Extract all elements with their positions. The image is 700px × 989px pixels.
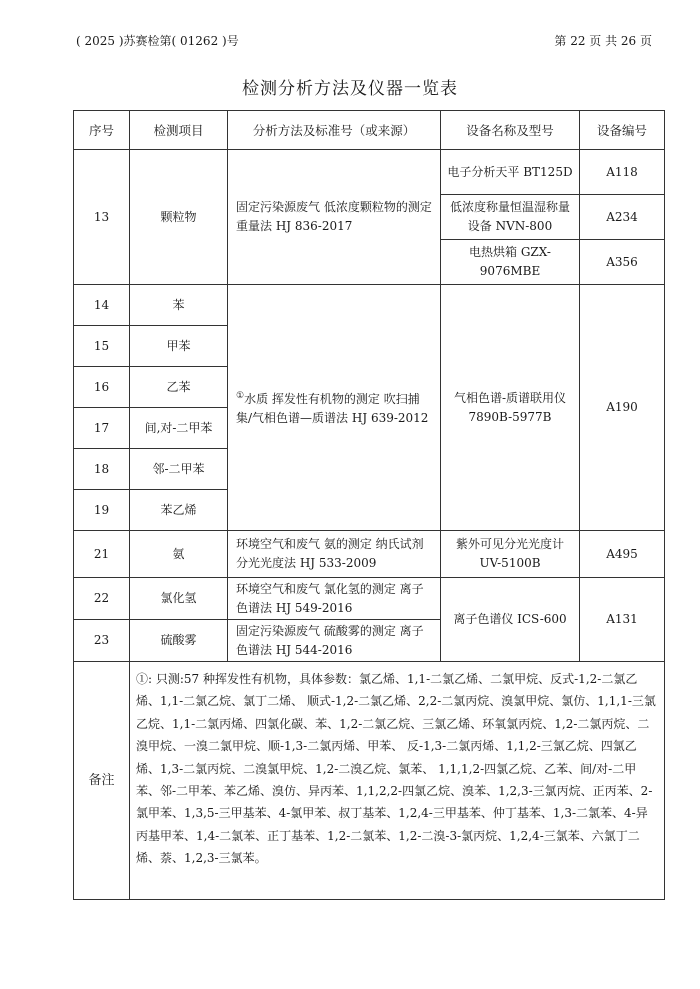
device-id: A190 (580, 285, 665, 531)
row-item: 氨 (130, 531, 228, 578)
remarks-label: 备注 (74, 662, 130, 900)
col-header-item: 检测项目 (130, 111, 228, 150)
row-method: 环境空气和废气 氯化氢的测定 离子色谱法 HJ 549-2016 (228, 578, 441, 620)
footnote-mark: ① (236, 391, 245, 401)
row-item: 乙苯 (130, 367, 228, 408)
remarks-text: ①: 只测:57 种挥发性有机物，具体参数：氯乙烯、1,1-二氯乙烯、二氯甲烷、反式-1,2-二氯乙烯、1,1-二氯乙烷、氯丁二烯、 顺式-1,2-二氯乙烯、2,2-二氯丙烷、溴氯甲烷、氯仿、1,1,1-三氯乙烷、1,1-二氯丙烯、四氯化碳、苯、1,2-二氯乙烷、三氯乙烯、环氧氯丙烷、1,2-二氯丙烷、二溴甲烷、一溴二氯甲烷、顺-1,3-二氯丙烯、甲苯、 反-1,3-二氯丙烯、1,1,2-三氯乙烷、四氯乙烯、1,3-二氯丙烷、二溴氯甲烷、1,2-二溴乙烷、氯苯、 1,1,1,2-四氯乙烷、乙苯、间/对-二甲苯、邻-二甲苯、苯乙烯、溴仿、异丙苯、1,1,2,2-四氯乙烷、溴苯、1,2,3-三氯丙烷、正丙苯、2-氯甲苯、1,3,5-三甲基苯、4-氯甲苯、叔丁基苯、1,2,4-三甲基苯、仲丁基苯、1,3-二氯苯、4-异丙基甲苯、1,4-二氯苯、正丁基苯、1,2-二氯苯、1,2-二溴-3-氯丙烷、1,2,4-三氯苯、六氯丁二烯、萘、1,2,3-三氯苯。 (130, 662, 665, 900)
row-item: 苯乙烯 (130, 490, 228, 531)
row-method: 固定污染源废气 低浓度颗粒物的测定 重量法 HJ 836-2017 (228, 150, 441, 285)
device-id: A234 (580, 195, 665, 240)
row-item: 间,对-二甲苯 (130, 408, 228, 449)
row-item: 苯 (130, 285, 228, 326)
method-text: 水质 挥发性有机物的测定 吹扫捕集/气相色谱—质谱法 HJ 639-2012 (236, 392, 429, 425)
device-name: 紫外可见分光光度计 UV-5100B (441, 531, 580, 578)
row-item: 颗粒物 (130, 150, 228, 285)
device-name: 电子分析天平 BT125D (441, 150, 580, 195)
row-no: 21 (74, 531, 130, 578)
table-row (74, 285, 665, 326)
row-no: 23 (74, 620, 130, 662)
row-no: 19 (74, 490, 130, 531)
device-id: A495 (580, 531, 665, 578)
table-row (74, 531, 665, 578)
device-id: A356 (580, 240, 665, 285)
row-method (228, 285, 441, 531)
device-name: 离子色谱仪 ICS-600 (441, 578, 580, 662)
device-id: A131 (580, 578, 665, 662)
col-header-no: 序号 (74, 111, 130, 150)
row-item: 氯化氢 (130, 578, 228, 620)
device-id: A118 (580, 150, 665, 195)
col-header-device-id: 设备编号 (580, 111, 665, 150)
row-method: 环境空气和废气 氨的测定 纳氏试剂分光光度法 HJ 533-2009 (228, 531, 441, 578)
page-title: 检测分析方法及仪器一览表 (242, 79, 458, 99)
row-no: 22 (74, 578, 130, 620)
row-item: 甲苯 (130, 326, 228, 367)
row-no: 18 (74, 449, 130, 490)
device-name: 低浓度称量恒温湿称量设备 NVN-800 (441, 195, 580, 240)
row-no: 15 (74, 326, 130, 367)
row-no: 16 (74, 367, 130, 408)
table-header-row (74, 111, 665, 150)
device-name: 气相色谱-质谱联用仪 7890B-5977B (441, 285, 580, 531)
row-method: 固定污染源废气 硫酸雾的测定 离子色谱法 HJ 544-2016 (228, 620, 441, 662)
row-no: 14 (74, 285, 130, 326)
col-header-method: 分析方法及标准号（或来源） (228, 111, 441, 150)
methods-table (73, 110, 665, 900)
remarks-row (74, 662, 665, 900)
row-no: 17 (74, 408, 130, 449)
row-item: 邻-二甲苯 (130, 449, 228, 490)
report-number: ( 2025 )苏赛检第( 01262 )号 (76, 34, 239, 48)
device-name: 电热烘箱 GZX-9076MBE (441, 240, 580, 285)
row-no: 13 (74, 150, 130, 285)
table-row (74, 150, 665, 195)
table-row (74, 578, 665, 620)
row-item: 硫酸雾 (130, 620, 228, 662)
col-header-device: 设备名称及型号 (441, 111, 580, 150)
page-number: 第 22 页 共 26 页 (554, 34, 652, 48)
